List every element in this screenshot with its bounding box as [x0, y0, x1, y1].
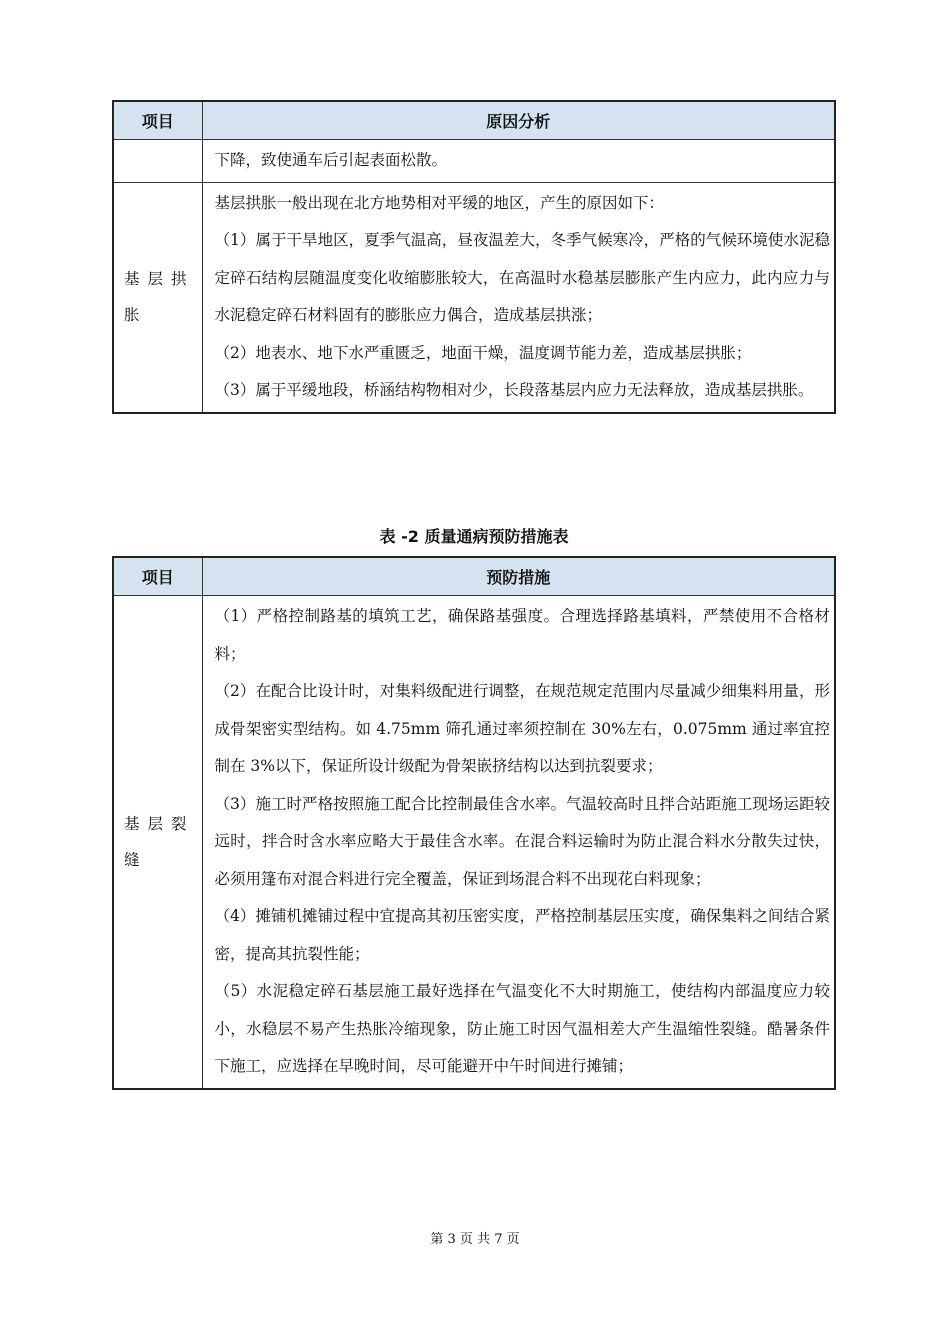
paragraph: （2）地表水、地下水严重匮乏，地面干燥，温度调节能力差，造成基层拱胀；: [214, 343, 752, 362]
header-cause-analysis: 原因分析: [202, 101, 835, 140]
page-footer: 第 3 页 共 7 页: [430, 1232, 520, 1247]
item-cell: [113, 140, 202, 183]
paragraph: （2）在配合比设计时，对集料级配进行调整，在规范规定范围内尽量减少细集料用量，形成骨架密实型结构。如 4.75mm 筛孔通过率须控制在 30%左右，0.075mm 通过率宜控制在 3%以下，保证所设计级配为骨架嵌挤结构以达到抗裂要求；: [214, 682, 830, 775]
paragraph: （1）属于干旱地区，夏季气温高，昼夜温差大，冬季气候寒冷，严格的气候环境使水泥稳定碎石结构层随温度变化收缩膨胀较大，在高温时水稳基层膨胀产生内应力，此内应力与水泥稳定碎石材料固有的膨胀应力偶合，造成基层拱涨；: [214, 231, 830, 324]
table-header-row: [113, 101, 835, 140]
paragraph: （3）施工时严格按照施工配合比控制最佳含水率。气温较高时且拌合站距施工现场运距较远时，拌合时含水率应略大于最佳含水率。在混合料运输时为防止混合料水分散失过快，必须用篷布对混合料进行完全覆盖，保证到场混合料不出现花白料现象；: [214, 794, 830, 888]
table-row: [113, 140, 835, 183]
content-cell: [202, 182, 835, 413]
paragraph: （5）水泥稳定碎石基层施工最好选择在气温变化不大时期施工，使结构内部温度应力较小，水稳层不易产生热胀冷缩现象，防止施工时因气温相差大产生温缩性裂缝。酷暑条件下施工，应选择在早晚时间，尽可能避开中午时间进行摊铺；: [214, 982, 830, 1075]
table-caption: 表 -2 质量通病预防措施表: [379, 527, 569, 546]
paragraph: （3）属于平缓地段，桥涵结构物相对少，长段落基层内应力无法释放，造成基层拱胀。: [214, 381, 814, 399]
item-label: 基层裂缝: [124, 814, 195, 869]
content-cell: [202, 140, 835, 183]
table-row: [113, 182, 835, 413]
item-cell-base-cracks: [113, 596, 202, 1089]
cause-analysis-table: [112, 100, 836, 414]
paragraph: （4）摊铺机摊铺过程中宜提高其初压密实度，严格控制基层压实度，确保集料之间结合紧密，提高其抗裂性能；: [214, 907, 830, 963]
table-row: [113, 596, 835, 1089]
item-cell-base-arching: [113, 182, 202, 413]
header-item: 项目: [113, 101, 202, 140]
header-prevention-measures: 预防措施: [202, 557, 835, 596]
item-label: 基层拱胀: [124, 270, 195, 324]
header-item: 项目: [113, 557, 202, 596]
content-cell: [202, 596, 835, 1089]
paragraph: 基层拱胀一般出现在北方地势相对平缓的地区，产生的原因如下：: [214, 193, 665, 212]
table-header-row: [113, 557, 835, 596]
prevention-measures-table: [112, 556, 836, 1090]
paragraph: 下降，致使通车后引起表面松散。: [214, 151, 448, 169]
paragraph: （1）严格控制路基的填筑工艺，确保路基强度。合理选择路基填料，严禁使用不合格材料；: [214, 607, 830, 663]
